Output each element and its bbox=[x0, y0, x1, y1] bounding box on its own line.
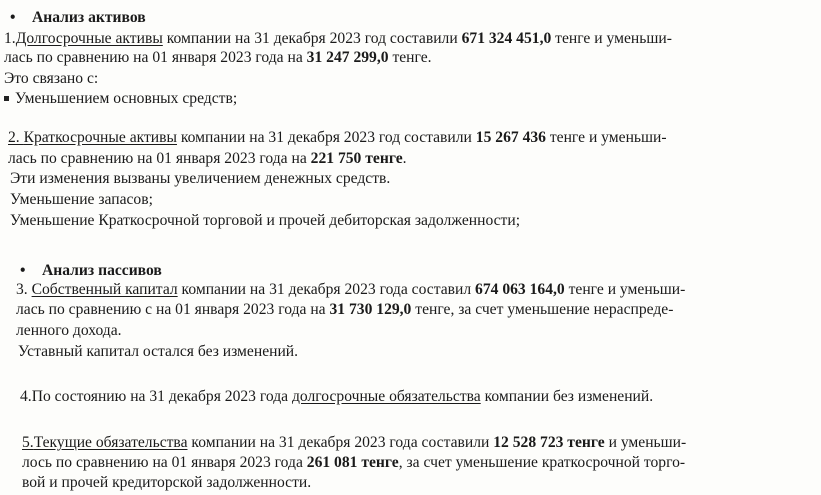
p5-line1: 5.Текущие обязательства компании на 31 декабря 2023 года составили 12 528 723 тенге и уменьши- bbox=[22, 434, 687, 451]
bullet-icon: • bbox=[20, 262, 26, 279]
p1-reason-item: Уменьшением основных средств; bbox=[2, 89, 237, 108]
bullet-icon: • bbox=[10, 9, 16, 26]
p1-line1: 1.Долгосрочные активы компании на 31 декабря 2023 год составили 671 324 451,0 тенге и уменьши- bbox=[4, 30, 672, 47]
p2-line2: лась по сравнению на 01 января 2023 года на 221 750 тенге. bbox=[8, 150, 407, 167]
p3-line1: 3. Собственный капитал компании на 31 декабря 2023 года составил 674 063 164,0 тенге и уменьши- bbox=[16, 281, 686, 298]
p1-line2: лась по сравнению на 01 января 2023 года на 31 247 299,0 тенге. bbox=[4, 49, 432, 66]
p5-term: Текущие обязательства bbox=[33, 434, 188, 451]
p4-term: долгосрочные обязательства bbox=[291, 388, 481, 405]
assets-heading: • Анализ активов bbox=[4, 8, 146, 27]
p2-line3: Эти изменения вызваны увеличением денежных средств. bbox=[10, 170, 391, 187]
square-bullet-icon bbox=[4, 96, 9, 101]
p4-line1: 4.По состоянию на 31 декабря 2023 года долгосрочные обязательства компании без изменений. bbox=[20, 388, 654, 405]
p3-line4: Уставный капитал остался без изменений. bbox=[18, 343, 299, 360]
p2-line5: Уменьшение Краткосрочной торговой и прочей дебиторская задолженности; bbox=[10, 212, 521, 229]
p5-line3: вой и прочей кредиторской задолженности. bbox=[22, 474, 312, 491]
p3-line2: лась по сравнению с на 01 января 2023 года на 31 730 129,0 тенге, за счет уменьшение нераспреде- bbox=[16, 301, 674, 318]
p2-line4: Уменьшение запасов; bbox=[10, 191, 153, 208]
p3-line3: ленного дохода. bbox=[16, 322, 122, 339]
p2-term: Краткосрочные активы bbox=[23, 129, 177, 146]
p1-reason-intro: Это связано с: bbox=[4, 70, 99, 87]
p1-term: Долгосрочные активы bbox=[15, 30, 163, 47]
p5-line2: лось по сравнению на 01 января 2023 года 261 081 тенге, за счет уменьшение краткосрочной торго- bbox=[22, 454, 686, 471]
p2-line1: 2. Краткосрочные активы компании на 31 декабря 2023 год составили 15 267 436 тенге и уменьши- bbox=[8, 129, 667, 146]
p3-term: Собственный капитал bbox=[31, 281, 178, 298]
liabilities-heading: • Анализ пассивов bbox=[14, 261, 162, 280]
